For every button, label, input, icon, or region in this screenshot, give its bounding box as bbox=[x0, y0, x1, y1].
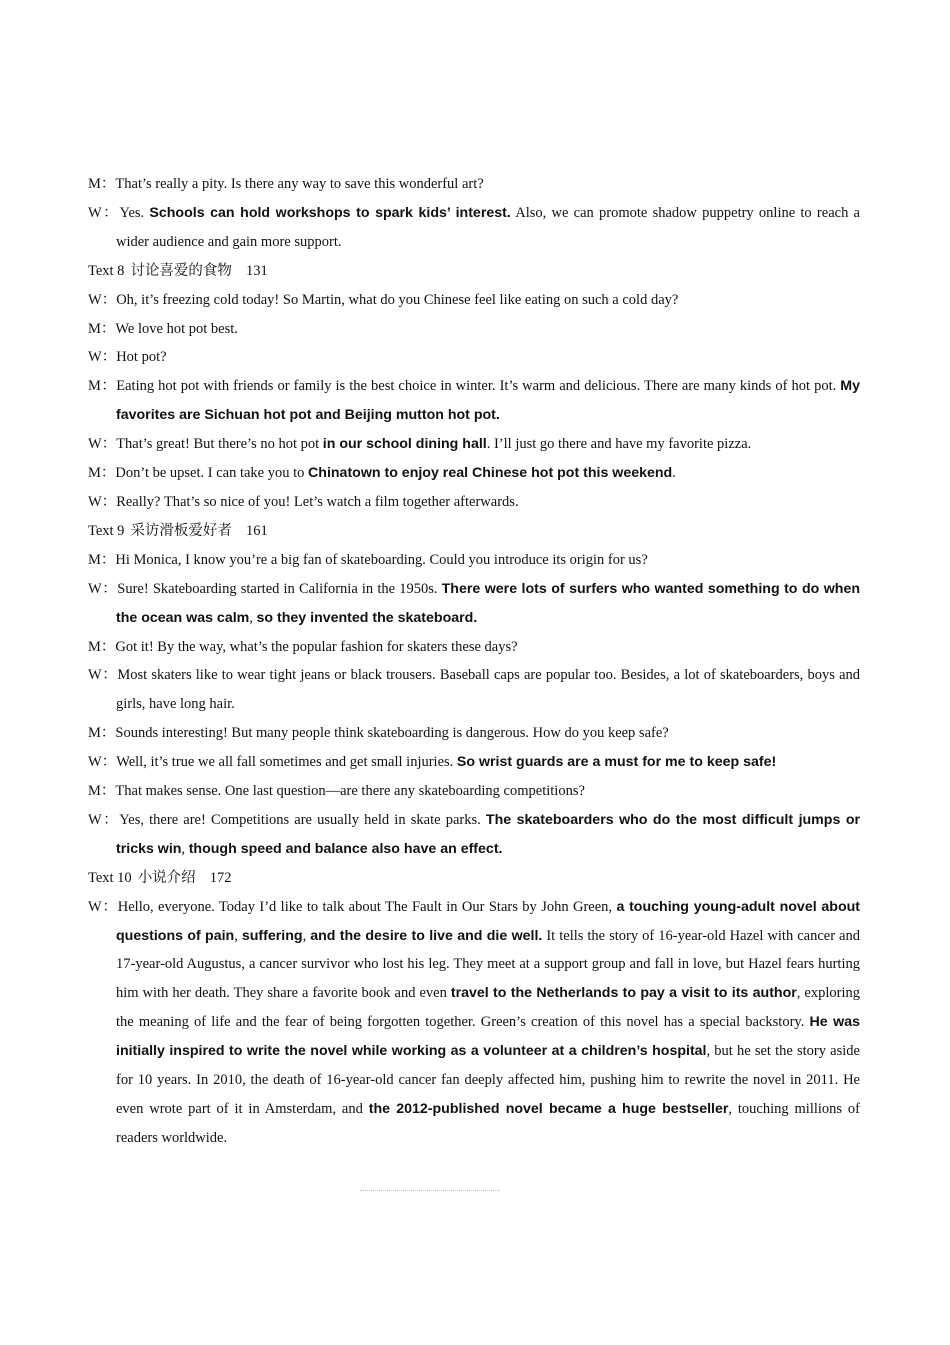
dialogue-text: Got it! By the way, what’s the popular fashion for skaters these days? bbox=[115, 638, 518, 655]
dialogue-line bbox=[88, 488, 860, 517]
dialogue-line bbox=[88, 315, 860, 344]
dialogue-text: Yes, there are! Competitions are usually held in skate parks. bbox=[119, 811, 486, 828]
dialogue-text: , bbox=[181, 840, 189, 857]
key-phrase: My favorites are Sichuan hot pot and Beijing mutton hot pot. bbox=[116, 378, 860, 424]
speaker-label: W bbox=[88, 754, 102, 771]
dialogue-line bbox=[88, 575, 860, 633]
section-heading bbox=[88, 517, 860, 546]
key-phrase: though speed and balance also have an effect. bbox=[188, 840, 503, 857]
speaker-colon: ： bbox=[100, 465, 116, 482]
dialogue-line bbox=[88, 430, 860, 459]
dialogue-text: , but he set the story aside for 10 years. In 2010, the death of 16-year-old cancer fan deeply affected him, pushing him to rewrite the novel in 2011. He even wrote part of it in Amsterdam, and bbox=[116, 1043, 860, 1117]
key-phrase: travel to the Netherlands to pay a visit to its author bbox=[450, 985, 797, 1002]
speaker-colon: ： bbox=[101, 667, 118, 684]
speaker-colon: ： bbox=[101, 811, 120, 828]
dialogue-text: Eating hot pot with friends or family is the best choice in winter. It’s warm and delicious. There are many kinds of hot pot. bbox=[116, 378, 841, 395]
speaker-label: M bbox=[88, 378, 101, 395]
key-phrase: in our school dining hall bbox=[322, 436, 487, 453]
footer-mark bbox=[360, 1190, 500, 1193]
speaker-label: M bbox=[88, 176, 101, 192]
key-phrase: a touching young-adult novel about questions of pain bbox=[116, 898, 860, 944]
speaker-colon: ： bbox=[101, 436, 117, 453]
section-title: 采访滑板爱好者 bbox=[130, 522, 232, 539]
dialogue-text: Sounds interesting! But many people think skateboarding is dangerous. How do you keep safe? bbox=[115, 725, 669, 742]
key-phrase: and the desire to live and die well. bbox=[310, 927, 543, 944]
dialogue-text: , bbox=[234, 927, 242, 944]
section-label: Text 10 bbox=[88, 869, 132, 886]
speaker-label: M bbox=[88, 320, 101, 337]
speaker-colon: ： bbox=[100, 176, 116, 192]
dialogue-line bbox=[88, 459, 860, 488]
speaker-label: W bbox=[88, 898, 102, 915]
speaker-label: W bbox=[88, 204, 102, 221]
dialogue-line bbox=[88, 748, 860, 777]
speaker-colon: ： bbox=[101, 493, 117, 510]
dialogue-text: Oh, it’s freezing cold today! So Martin, what do you Chinese feel like eating on such a cold day? bbox=[116, 291, 679, 308]
dialogue-line bbox=[88, 661, 860, 719]
dialogue-text: We love hot pot best. bbox=[115, 320, 238, 337]
section-number: 131 bbox=[245, 262, 268, 279]
section-title: 讨论喜爱的食物 bbox=[130, 262, 232, 279]
speaker-colon: ： bbox=[101, 580, 118, 597]
dialogue-text: Hello, everyone. Today I’d like to talk about The Fault in Our Stars by John Green, bbox=[117, 898, 617, 915]
dialogue-text: , bbox=[302, 927, 311, 944]
speaker-label: W bbox=[88, 493, 102, 510]
key-phrase: The skateboarders who do the most difficult jumps or tricks win bbox=[116, 811, 861, 857]
dialogue-text: That’s really a pity. Is there any way to save this wonderful art? bbox=[115, 176, 484, 192]
dialogue-text: Really? That’s so nice of you! Let’s watch a film together afterwards. bbox=[116, 493, 519, 510]
speaker-colon: ： bbox=[100, 638, 116, 655]
dialogue-line bbox=[88, 343, 860, 372]
speaker-label: W bbox=[88, 349, 102, 366]
dialogue-line bbox=[88, 286, 860, 315]
speaker-colon: ： bbox=[101, 204, 120, 221]
dialogue-line bbox=[88, 633, 860, 662]
speaker-colon: ： bbox=[100, 320, 116, 337]
dialogue-text: Well, it’s true we all fall sometimes and get small injuries. bbox=[116, 754, 457, 771]
speaker-colon: ： bbox=[100, 725, 116, 742]
dialogue-text: Also, we can promote shadow puppetry online to reach a wider audience and gain more support. bbox=[116, 204, 860, 250]
section-title: 小说介绍 bbox=[137, 869, 196, 886]
key-phrase: suffering bbox=[241, 927, 303, 944]
dialogue-text: That’s great! But there’s no hot pot bbox=[116, 436, 323, 453]
dialogue-text: Hot pot? bbox=[116, 349, 167, 366]
dialogue-text: . bbox=[672, 465, 676, 482]
section-number: 172 bbox=[209, 869, 232, 886]
key-phrase: There were lots of surfers who wanted something to do when the ocean was calm bbox=[116, 580, 861, 626]
section-heading bbox=[88, 864, 860, 893]
speaker-label: W bbox=[88, 667, 102, 684]
speaker-colon: ： bbox=[100, 378, 117, 395]
section-heading bbox=[88, 257, 860, 286]
speaker-label: M bbox=[88, 783, 101, 800]
dialogue-text: Don’t be upset. I can take you to bbox=[115, 465, 309, 482]
dialogue-line bbox=[88, 719, 860, 748]
dialogue-line bbox=[88, 893, 860, 1153]
speaker-colon: ： bbox=[101, 754, 117, 771]
dialogue-text: , touching millions of readers worldwide. bbox=[116, 1101, 860, 1146]
key-phrase: So wrist guards are a must for me to keep safe! bbox=[456, 754, 777, 771]
section-label: Text 9 bbox=[88, 522, 125, 539]
dialogue-text: , bbox=[249, 609, 257, 626]
dialogue-line bbox=[88, 546, 860, 575]
dialogue-text: Hi Monica, I know you’re a big fan of skateboarding. Could you introduce its origin for us? bbox=[115, 551, 648, 568]
dialogue-text: That makes sense. One last question—are there any skateboarding competitions? bbox=[115, 783, 585, 800]
speaker-colon: ： bbox=[100, 551, 116, 568]
key-phrase: Chinatown to enjoy real Chinese hot pot this weekend bbox=[308, 465, 673, 482]
speaker-label: M bbox=[88, 465, 101, 482]
dialogue-text: Sure! Skateboarding started in California in the 1950s. bbox=[117, 580, 442, 597]
key-phrase: He was initially inspired to write the novel while working as a volunteer at a children’s hospital bbox=[116, 1014, 861, 1060]
speaker-label: W bbox=[88, 580, 102, 597]
dialogue-line bbox=[88, 372, 860, 430]
dialogue-line bbox=[88, 806, 860, 864]
speaker-colon: ： bbox=[100, 783, 116, 800]
speaker-label: M bbox=[88, 725, 101, 742]
speaker-label: M bbox=[88, 551, 101, 568]
dialogue-text: . I’ll just go there and have my favorite pizza. bbox=[486, 436, 752, 453]
transcript-body bbox=[88, 170, 860, 1153]
speaker-label: M bbox=[88, 638, 101, 655]
dialogue-line bbox=[88, 199, 860, 257]
speaker-colon: ： bbox=[101, 291, 117, 308]
key-phrase: so they invented the skateboard. bbox=[256, 609, 478, 626]
dialogue-text: It tells the story of 16-year-old Hazel with cancer and 17-year-old Augustus, a cancer survivor who lost his leg. They meet at a support group and fall in love, but Hazel fears hurting him with her death. They share a favorite book and even bbox=[116, 927, 860, 1002]
speaker-label: W bbox=[88, 811, 102, 828]
speaker-label: W bbox=[88, 436, 102, 453]
speaker-label: W bbox=[88, 291, 102, 308]
dialogue-text: Yes. bbox=[119, 204, 150, 221]
dialogue-line bbox=[88, 777, 860, 806]
speaker-colon: ： bbox=[101, 898, 118, 915]
section-number: 161 bbox=[245, 522, 268, 539]
key-phrase: Schools can hold workshops to spark kids’ interest. bbox=[149, 204, 511, 221]
dialogue-text: , exploring the meaning of life and the fear of being forgotten together. Green’s creation of this novel has a special backstory. bbox=[116, 985, 860, 1031]
dialogue-text: Most skaters like to wear tight jeans or black trousers. Baseball caps are popular too. Besides, a lot of skateboarders, boys and girls, have long hair. bbox=[116, 667, 861, 713]
speaker-colon: ： bbox=[101, 349, 117, 366]
dialogue-line bbox=[88, 170, 860, 199]
key-phrase: the 2012-published novel became a huge bestseller bbox=[368, 1101, 729, 1117]
section-label: Text 8 bbox=[88, 262, 125, 279]
